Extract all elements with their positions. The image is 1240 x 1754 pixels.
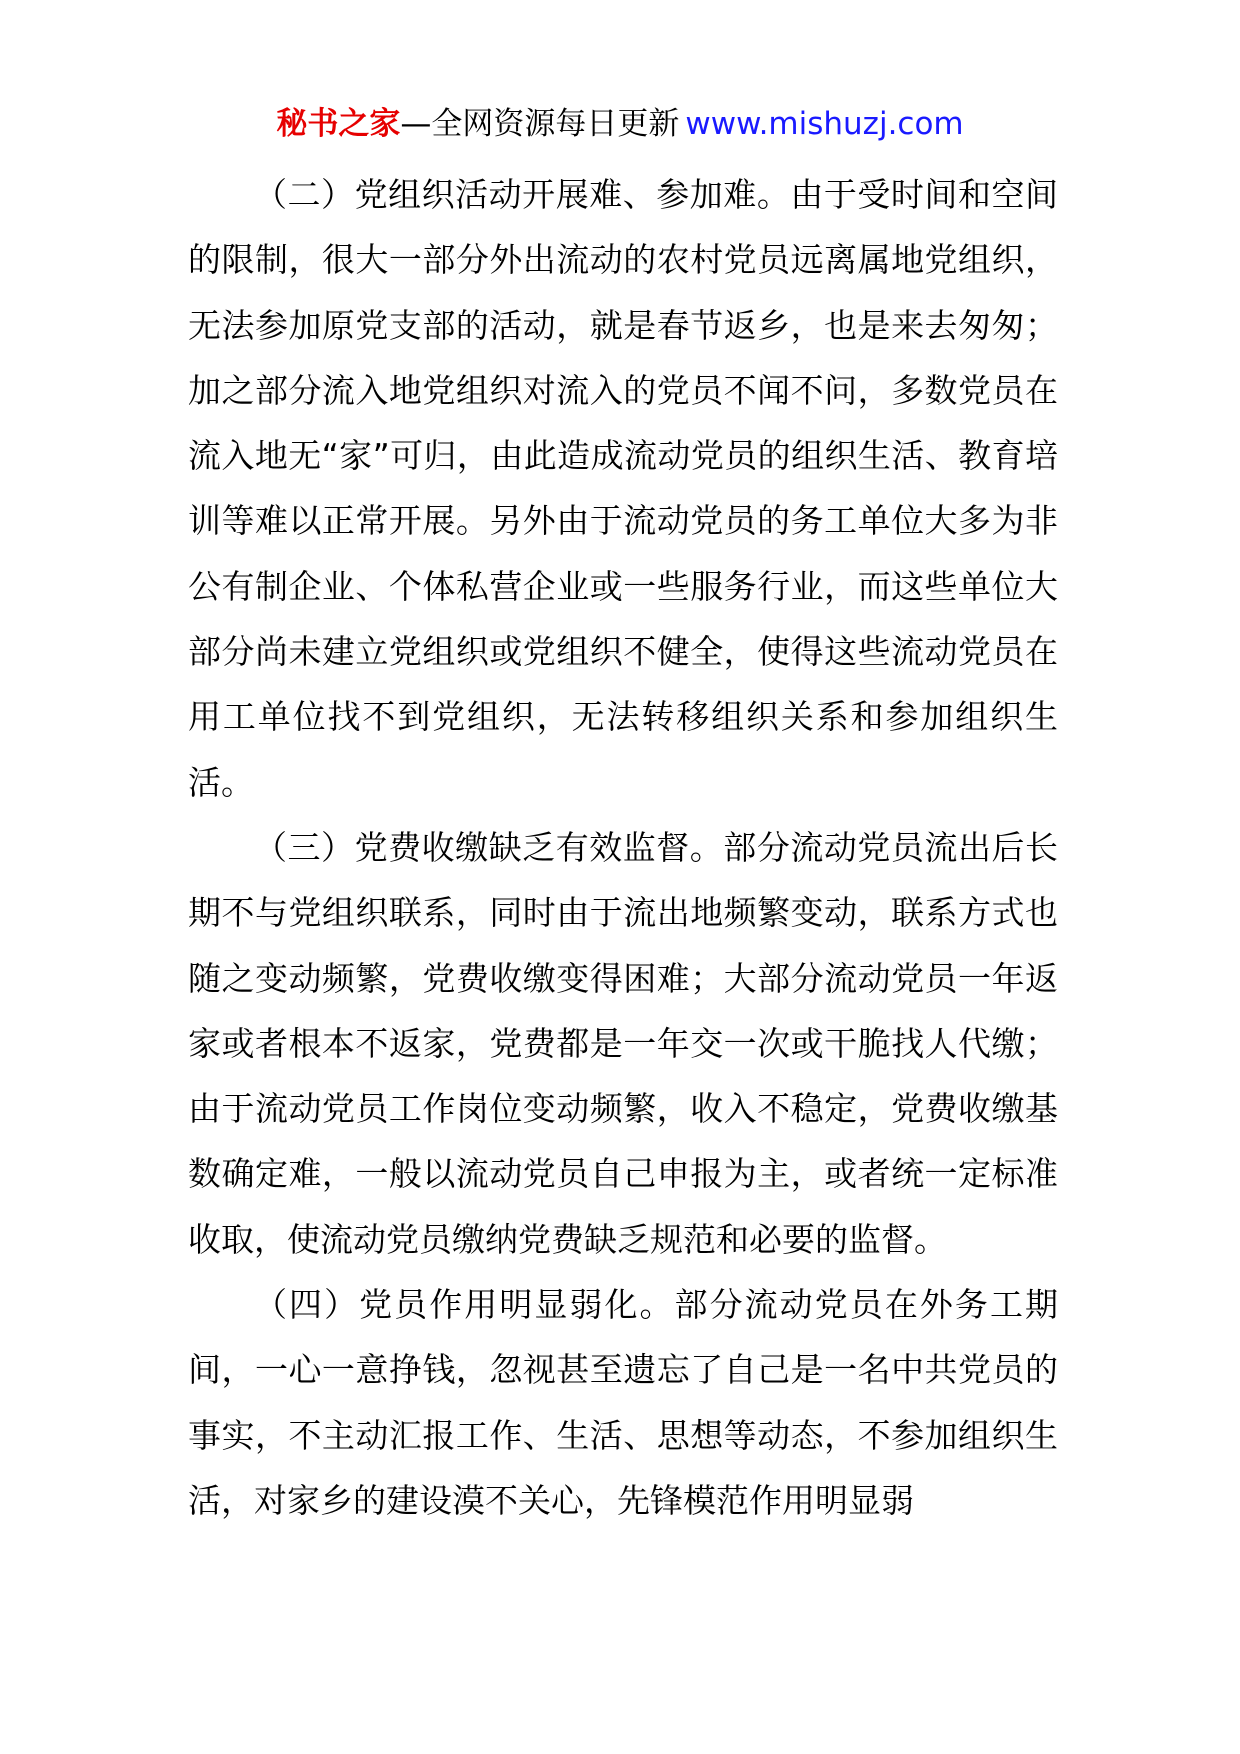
paragraph-section-2: （二）党组织活动开展难、参加难。由于受时间和空间的限制，很大一部分外出流动的农村党员远离属地党组织，无法参加原党支部的活动，就是春节返乡，也是来去匆匆；加之部分流入地党组织对流入的党员不闻不问，多数党员在流入地无“家”可归，由此造成流动党员的组织生活、教育培训等难以正常开展。另外由于流动党员的务工单位大多为非公有制企业、个体私营企业或一些服务行业，而这些单位大部分尚未建立党组织或党组织不健全，使得这些流动党员在用工单位找不到党组织，无法转移组织关系和参加组织生活。 [188,175,1058,802]
document-body [188,162,1058,1533]
site-tagline: —全网资源每日更新 [400,106,680,142]
site-brand: 秘书之家 [276,106,401,142]
site-url-link[interactable]: www.mishuzj.com [685,106,964,142]
page-header [0,104,1240,144]
paragraph-section-3: （三）党费收缴缺乏有效监督。部分流动党员流出后长期不与党组织联系，同时由于流出地频繁变动，联系方式也随之变动频繁，党费收缴变得困难；大部分流动党员一年返家或者根本不返家，党费都是一年交一次或干脆找人代缴；由于流动党员工作岗位变动频繁，收入不稳定，党费收缴基数确定难，一般以流动党员自己申报为主，或者统一定标准收取，使流动党员缴纳党费缺乏规范和必要的监督。 [188,827,1058,1259]
paragraph-section-4: （四）党员作用明显弱化。部分流动党员在外务工期间，一心一意挣钱，忽视甚至遗忘了自己是一名中共党员的事实，不主动汇报工作、生活、思想等动态，不参加组织生活，对家乡的建设漠不关心，先锋模范作用明显弱 [188,1285,1058,1520]
